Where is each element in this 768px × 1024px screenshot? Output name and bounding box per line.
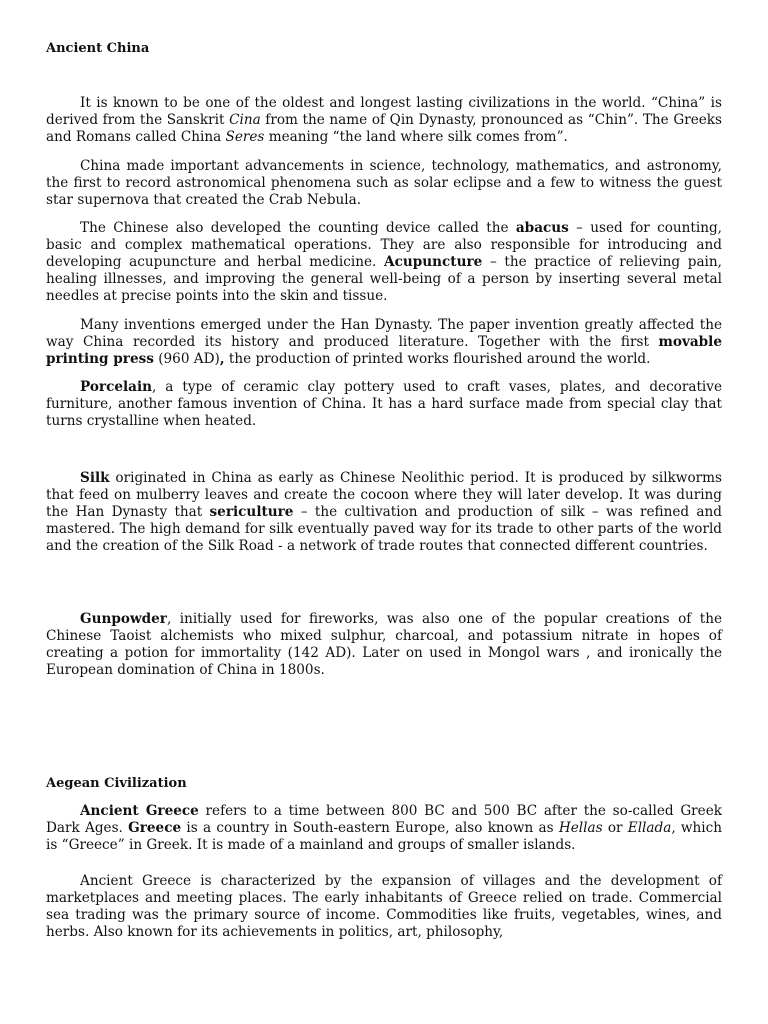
paragraph-china-silk bbox=[46, 470, 722, 555]
bold-term: sericulture bbox=[209, 504, 294, 520]
text-run: originated in China as early as Chinese Neolithic period. It is produced by silkworms that feed on mulberry leaves and create the cocoon where they will later develop. It was during the Han Dynasty that bbox=[46, 470, 722, 520]
text-run: Many inventions emerged under the Han Dynasty. The paper invention greatly affected the way China recorded its history and produced literature. Together with the first bbox=[46, 317, 722, 350]
paragraph-china-gunpowder bbox=[46, 611, 722, 679]
italic-term: Hellas bbox=[558, 820, 603, 836]
text-run: China made important advancements in science, technology, mathematics, and astronomy, the first to record astronomical phenomena such as solar eclipse and a few to witness the guest star supernova that created the Crab Nebula. bbox=[46, 158, 722, 208]
italic-term: Seres bbox=[225, 129, 265, 145]
text-run: – used for counting, basic and complex mathematical operations. They are also responsible for introducing and developing acupuncture and herbal medicine. bbox=[46, 220, 722, 270]
section-heading-aegean-civilization: Aegean Civilization bbox=[46, 776, 187, 791]
text-run: The Chinese also developed the counting device called the bbox=[80, 220, 516, 236]
bold-term: Gunpowder bbox=[80, 611, 167, 627]
bold-term: Acupuncture bbox=[384, 254, 483, 270]
text-run: , a type of ceramic clay pottery used to craft vases, plates, and decorative furniture, another famous invention of China. It has a hard surface made from special clay that turns crystalline when heated. bbox=[46, 379, 722, 429]
bold-term: Greece bbox=[128, 820, 182, 836]
paragraph-china-porcelain bbox=[46, 379, 722, 430]
text-run: – the cultivation and production of silk – was refined and mastered. The high demand for silk eventually paved way for its trade to other parts of the world and the creation of the Silk Road - a network of trade routes that connected different countries. bbox=[46, 504, 722, 554]
paragraph-china-science bbox=[46, 158, 722, 209]
text-run: or bbox=[602, 820, 628, 836]
text-run: (960 AD) bbox=[153, 351, 220, 367]
paragraph-china-origin bbox=[46, 95, 722, 146]
text-run: , initially used for fireworks, was also one of the popular creations of the Chinese Taoist alchemists who mixed sulphur, charcoal, and potassium nitrate in hopes of creating a potion for immortality (142 AD). Later on used in Mongol wars , and ironically the European domination of China in 1800s. bbox=[46, 611, 722, 678]
bold-term: Porcelain bbox=[80, 379, 153, 395]
bold-term: movable printing press bbox=[46, 334, 722, 367]
paragraph-china-printing bbox=[46, 317, 722, 368]
paragraph-china-abacus bbox=[46, 220, 722, 305]
section-heading-ancient-china: Ancient China bbox=[46, 41, 150, 56]
text-run: , which is “Greece” in Greek. It is made of a mainland and groups of smaller islands. bbox=[46, 820, 723, 853]
bold-term: Silk bbox=[80, 470, 110, 486]
text-run: Ancient Greece is characterized by the expansion of villages and the development of marketplaces and meeting places. The early inhabitants of Greece relied on trade. Commercial sea trading was the primary source of income. Commodities like fruits, vegetables, wines, and herbs. Also known for its achievements in politics, art, philosophy, bbox=[46, 873, 722, 940]
text-run: meaning “the land where silk comes from”. bbox=[264, 129, 568, 145]
italic-term: Cina bbox=[229, 112, 261, 128]
bold-term: , bbox=[219, 351, 225, 367]
paragraph-greece-trade bbox=[46, 873, 722, 941]
text-run: is a country in South-eastern Europe, also known as bbox=[181, 820, 559, 836]
text-run: It is known to be one of the oldest and longest lasting civilizations in the world. “China” is derived from the Sanskrit bbox=[46, 95, 722, 128]
bold-term: abacus bbox=[515, 220, 569, 236]
text-run: from the name of Qin Dynasty, pronounced as “Chin”. The Greeks and Romans called China bbox=[46, 112, 722, 145]
text-run: refers to a time between 800 BC and 500 BC after the so-called Greek Dark Ages. bbox=[46, 803, 723, 836]
italic-term: Ellada bbox=[627, 820, 672, 836]
paragraph-greece-intro bbox=[46, 803, 722, 854]
text-run: the production of printed works flourished around the world. bbox=[224, 351, 651, 367]
bold-term: Ancient Greece bbox=[80, 803, 199, 819]
text-run: – the practice of relieving pain, healing illnesses, and improving the general well-being of a person by inserting several metal needles at precise points into the skin and tissue. bbox=[46, 254, 722, 304]
